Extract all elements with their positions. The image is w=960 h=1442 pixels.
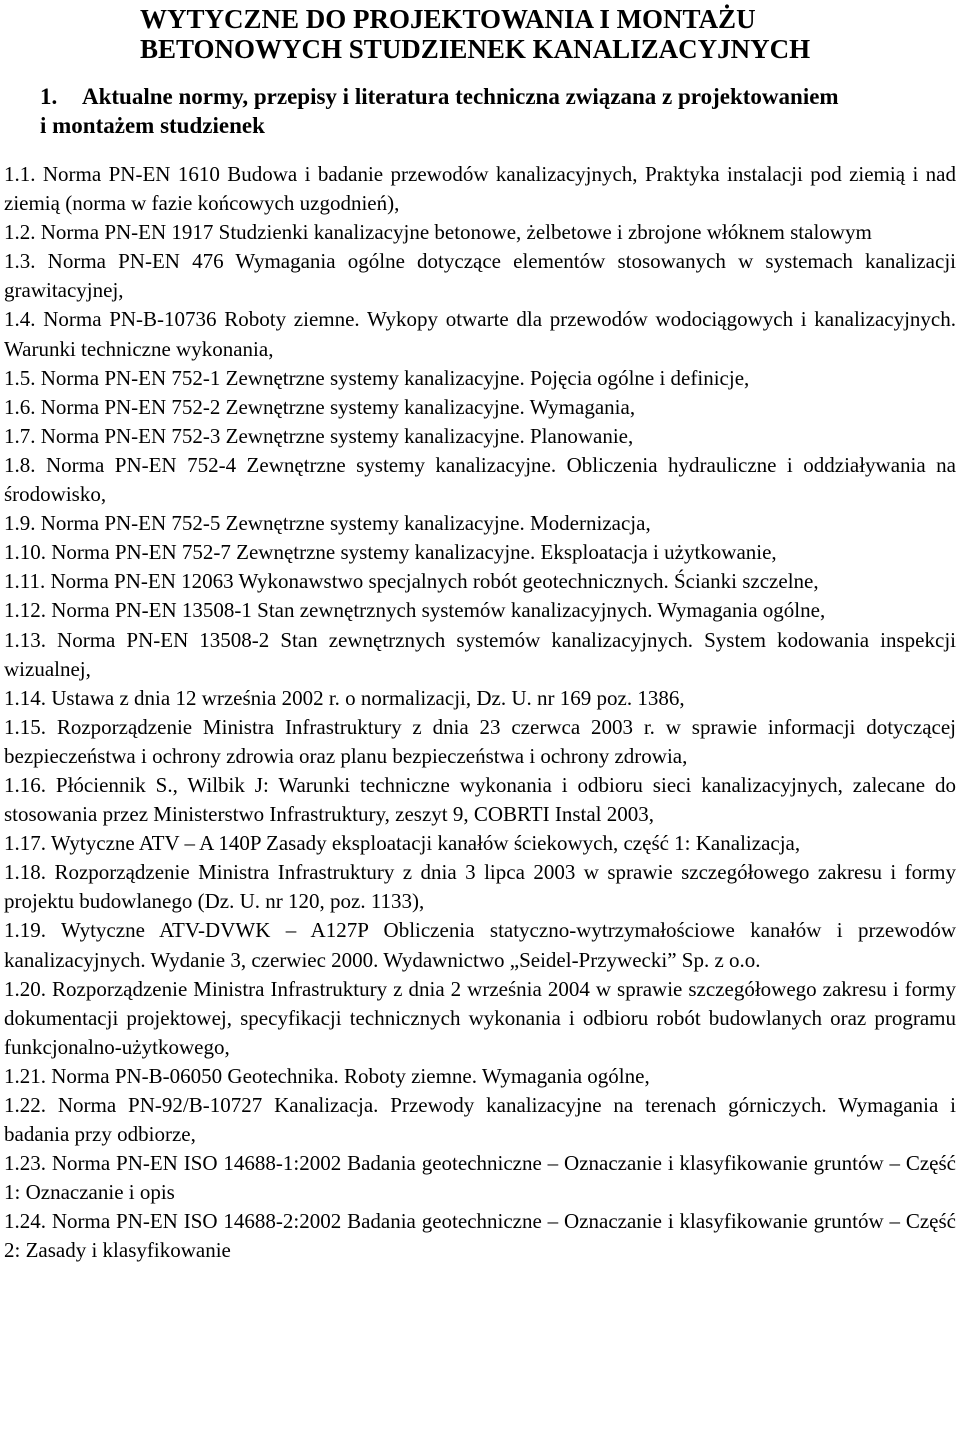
section-heading [4, 82, 956, 140]
reference-item: 1.17. Wytyczne ATV – A 140P Zasady eksploatacji kanałów ściekowych, część 1: Kanalizacja, [4, 831, 801, 856]
reference-item: 1.18. Rozporządzenie Ministra Infrastruktury z dnia 3 lipca 2003 w sprawie szczegółowego zakresu i formy projektu budowlanego (Dz. U. nr 120, poz. 1133), [4, 860, 956, 914]
reference-item: 1.4. Norma PN-B-10736 Roboty ziemne. Wykopy otwarte dla przewodów wodociągowych i kanalizacyjnych. Warunki techniczne wykonania, [4, 307, 956, 361]
reference-item: 1.21. Norma PN-B-06050 Geotechnika. Roboty ziemne. Wymagania ogólne, [4, 1063, 650, 1088]
reference-item: 1.3. Norma PN-EN 476 Wymagania ogólne dotyczące elementów stosowanych w systemach kanalizacji grawitacyjnej, [4, 249, 956, 303]
document-title-line-1: WYTYCZNE DO PROJEKTOWANIA I MONTAŻU [140, 4, 756, 34]
document-title-line-2: BETONOWYCH STUDZIENEK KANALIZACYJNYCH [140, 34, 811, 64]
reference-item: 1.10. Norma PN-EN 752-7 Zewnętrzne systemy kanalizacyjne. Eksploatacja i użytkowanie, [4, 540, 777, 565]
reference-item: 1.9. Norma PN-EN 752-5 Zewnętrzne systemy kanalizacyjne. Modernizacja, [4, 511, 651, 536]
section-title-line-2: i montażem studzienek [40, 113, 265, 138]
reference-item: 1.2. Norma PN-EN 1917 Studzienki kanalizacyjne betonowe, żelbetowe i zbrojone włóknem stalowym [4, 220, 872, 245]
reference-item: 1.7. Norma PN-EN 752-3 Zewnętrzne systemy kanalizacyjne. Planowanie, [4, 423, 634, 448]
reference-item: 1.23. Norma PN-EN ISO 14688-1:2002 Badania geotechniczne – Oznaczanie i klasyfikowanie gruntów – Część 1: Oznaczanie i opis [4, 1151, 956, 1205]
reference-item: 1.19. Wytyczne ATV-DVWK – A127P Obliczenia statyczno-wytrzymałościowe kanałów i przewodów kanalizacyjnych. Wydanie 3, czerwiec 2000. Wydawnictwo „Seidel-Przywecki” Sp. z o.o. [4, 918, 956, 972]
reference-item: 1.20. Rozporządzenie Ministra Infrastruktury z dnia 2 września 2004 w sprawie szczegółowego zakresu i formy dokumentacji projektowej, specyfikacji technicznych wykonania i odbioru robót budowlanych oraz programu funkcjonalno-użytkowego, [4, 976, 956, 1059]
reference-item: 1.13. Norma PN-EN 13508-2 Stan zewnętrznych systemów kanalizacyjnych. System kodowania inspekcji wizualnej, [4, 627, 956, 681]
reference-item: 1.14. Ustawa z dnia 12 września 2002 r. o normalizacji, Dz. U. nr 169 poz. 1386, [4, 685, 685, 710]
reference-item: 1.16. Płóciennik S., Wilbik J: Warunki techniczne wykonania i odbioru sieci kanalizacyjnych, zalecane do stosowania przez Ministerstwo Infrastruktury, zeszyt 9, COBRTI Instal 2003, [4, 772, 956, 827]
reference-item: 1.12. Norma PN-EN 13508-1 Stan zewnętrznych systemów kanalizacyjnych. Wymagania ogólne, [4, 598, 826, 623]
reference-item: 1.22. Norma PN-92/B-10727 Kanalizacja. Przewody kanalizacyjne na terenach górniczych. Wymagania i badania przy odbiorze, [4, 1093, 956, 1147]
reference-item: 1.1. Norma PN-EN 1610 Budowa i badanie przewodów kanalizacyjnych, Praktyka instalacji pod ziemią i nad ziemią (norma w fazie końcowych uzgodnień), [4, 162, 956, 216]
section-title-line-1: Aktualne normy, przepisy i literatura techniczna związana z projektowaniem [82, 84, 839, 109]
document-title [140, 4, 956, 64]
section-number: 1. [40, 84, 58, 109]
reference-item: 1.8. Norma PN-EN 752-4 Zewnętrzne systemy kanalizacyjne. Obliczenia hydrauliczne i oddziaływania na środowisko, [4, 452, 956, 507]
reference-list [4, 160, 956, 1266]
reference-item: 1.15. Rozporządzenie Ministra Infrastruktury z dnia 23 czerwca 2003 r. w sprawie informacji dotyczącej bezpieczeństwa i ochrony zdrowia oraz planu bezpieczeństwa i ochrony zdrowia, [4, 714, 956, 768]
reference-item: 1.5. Norma PN-EN 752-1 Zewnętrzne systemy kanalizacyjne. Pojęcia ogólne i definicje, [4, 365, 750, 390]
reference-item: 1.11. Norma PN-EN 12063 Wykonawstwo specjalnych robót geotechnicznych. Ścianki szczelne, [4, 569, 819, 594]
reference-item: 1.6. Norma PN-EN 752-2 Zewnętrzne systemy kanalizacyjne. Wymagania, [4, 394, 636, 419]
reference-item: 1.24. Norma PN-EN ISO 14688-2:2002 Badania geotechniczne – Oznaczanie i klasyfikowanie gruntów – Część 2: Zasady i klasyfikowanie [4, 1209, 956, 1263]
